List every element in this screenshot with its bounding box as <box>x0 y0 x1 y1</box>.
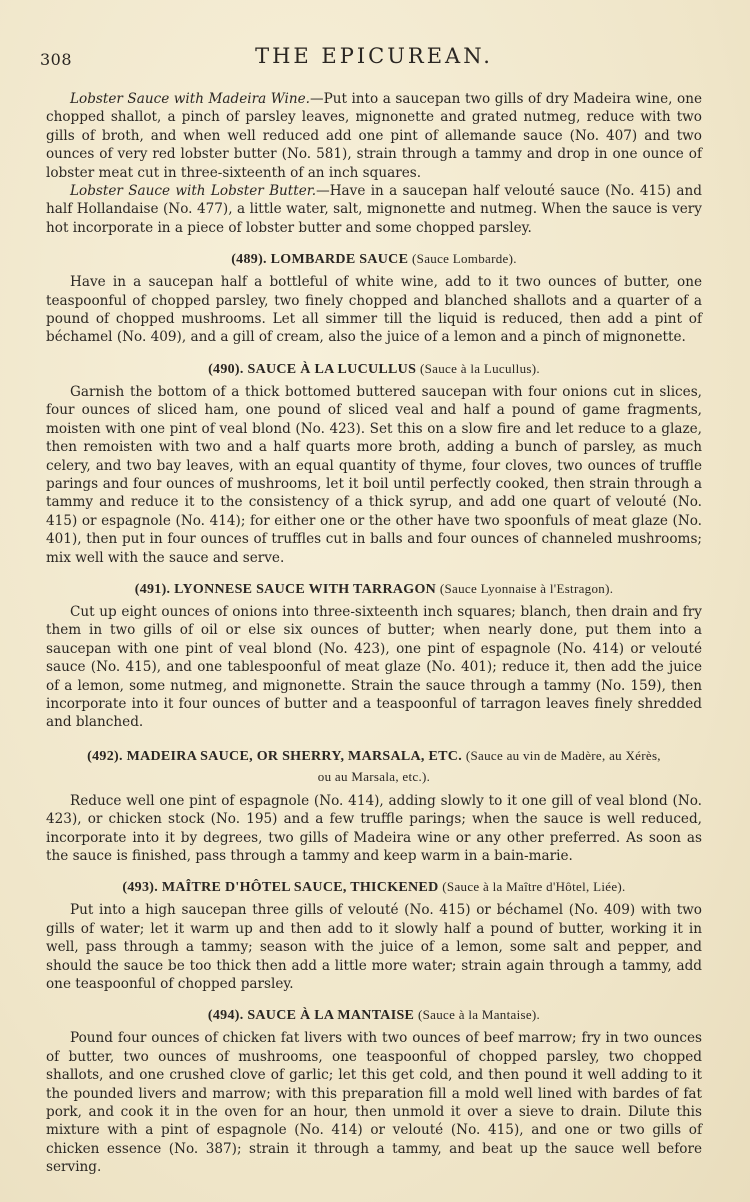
page-header <box>40 44 702 84</box>
recipe-body-490: Garnish the bottom of a thick bottomed buttered saucepan with four onions cut in slices, four ounces of sliced ham, one pound of sliced veal and half a pound of game fragments, moisten with one pint of veal blond (No. 423). Set this on a slow fire and let reduce to a glaze, then remoisten with two and a half quarts more broth, adding a bunch of parsley, as much celery, and two bay leaves, with an equal quantity of thyme, four cloves, two ounces of truffle parings and four ounces of mushrooms, let it boil until perfectly cooked, then strain through a tammy and reduce it to the consistency of a thick syrup, and add one quart of velouté (No. 415) or espagnole (No. 414); for either one or the other have two spoonfuls of meat glaze (No. 401), then put in four ounces of truffles cut in balls and four ounces of channeled mushrooms; mix well with the sauce and serve. <box>46 383 702 566</box>
sub-recipe-text: —Have in a saucepan half velouté sauce (No. 415) and half Hollandaise (No. 477), a little water, salt, mignonette and nutmeg. When the sauce is very hot incorporate in a piece of lobster butter and some chopped parsley. <box>46 183 702 236</box>
recipe-heading-text: (492). MADEIRA SAUCE, OR SHERRY, MARSALA, ETC. <box>87 748 463 764</box>
recipe-heading-493 <box>46 879 702 896</box>
recipe-heading-text: (493). MAÎTRE D'HÔTEL SAUCE, THICKENED <box>122 880 439 896</box>
intro-paragraph-lobster-butter <box>46 182 702 237</box>
recipe-body-492: Reduce well one pint of espagnole (No. 414), adding slowly to it one gill of veal blond (No. 423), or chicken stock (No. 195) and a few truffle parings; when the sauce is well reduced, incorporate into it by degrees, two gills of Madeira wine or any other preferred. As soon as the sauce is finished, pass through a tammy and keep warm in a bain-marie. <box>46 792 702 864</box>
sub-recipe-title: Lobster Sauce with Lobster Butter. <box>70 183 317 200</box>
recipe-heading-french: (Sauce Lombarde). <box>412 251 517 267</box>
recipe-body-494: Pound four ounces of chicken fat livers with two ounces of beef marrow; fry in two ounces of butter, two ounces of mushrooms, one teaspoonful of chopped parsley, two chopped shallots, and one crushed clove of garlic; let this get cold, and then pound it well adding to it the pounded livers and marrow; with this preparation fill a mold well lined with bardes of fat pork, and cook it in the oven for an hour, then unmold it over a sieve to drain. Dilute this mixture with a pint of espagnole (No. 414) or velouté (No. 415), and one or two gills of chicken essence (No. 387); strain it through a tammy, and beat up the sauce well before serving. <box>46 1030 702 1176</box>
recipe-heading-489 <box>46 251 702 268</box>
page-content <box>46 90 702 1177</box>
recipe-heading-494 <box>46 1007 702 1024</box>
recipe-body-491: Cut up eight ounces of onions into three-sixteenth inch squares; blanch, then drain and fry them in two gills of oil or else six ounces of butter; when nearly done, put them into a saucepan with one pint of veal blond (No. 423), one pint of espagnole (No. 414) or velouté sauce (No. 415), and one tablespoonful of meat glaze (No. 401); reduce it, then add the juice of a lemon, some nutmeg, and mignonette. Strain the sauce through a tammy (No. 159), then incorporate into it four ounces of butter and a teaspoonful of tarragon leaves finely shredded and blanched. <box>46 603 702 731</box>
recipe-heading-french: (Sauce à la Lucullus). <box>419 360 540 376</box>
recipe-heading-492 <box>46 746 702 787</box>
recipe-heading-french: (Sauce Lyonnaise à l'Estragon). <box>439 580 614 596</box>
sub-recipe-text: —Put into a saucepan two gills of dry Madeira wine, one chopped shallot, a pinch of parsley leaves, mignonette and grated nutmeg, reduce with two gills of broth, and when well reduced add one pint of allemande sauce (No. 407) and two ounces of very red lobster butter (No. 581), strain through a tammy and drop in one ounce of lobster meat cut in three-sixteenth of an inch squares. <box>46 91 703 181</box>
recipe-body-493: Put into a high saucepan three gills of velouté (No. 415) or béchamel (No. 409) with two gills of water; let it warm up and then add to it slowly half a pound of butter, working it in well, pass through a tammy; season with the juice of a lemon, some salt and pepper, and should the sauce be too thick then add a little more water; strain again through a tammy, add one teaspoonful of chopped parsley. <box>46 902 702 993</box>
recipe-heading-text: (491). LYONNESE SAUCE WITH TARRAGON <box>134 581 437 597</box>
page-number: 308 <box>40 50 73 69</box>
recipe-heading-text: (494). SAUCE À LA MANTAISE <box>207 1008 415 1024</box>
recipe-heading-text: (490). SAUCE À LA LUCULLUS <box>208 361 417 377</box>
recipe-heading-french-line2: ou au Marsala, etc.). <box>317 768 431 784</box>
recipe-heading-french: (Sauce à la Maître d'Hôtel, Liée). <box>442 879 626 895</box>
running-title: THE EPICUREAN. <box>255 44 493 68</box>
intro-paragraph-madeira <box>46 90 702 182</box>
recipe-heading-french: (Sauce à la Mantaise). <box>417 1007 541 1023</box>
recipe-heading-text: (489). LOMBARDE SAUCE <box>231 252 409 268</box>
recipe-heading-491 <box>46 581 702 598</box>
recipe-heading-490 <box>46 361 702 378</box>
recipe-body-489: Have in a saucepan half a bottleful of white wine, add to it two ounces of butter, one teaspoonful of chopped parsley, two finely chopped and blanched shallots and a quarter of a pound of chopped mushrooms. Let all simmer till the liquid is reduced, then add a pint of béchamel (No. 409), and a gill of cream, also the juice of a lemon and a pinch of mignonette. <box>46 274 702 346</box>
sub-recipe-title: Lobster Sauce with Madeira Wine. <box>70 91 310 107</box>
recipe-heading-french: (Sauce au vin de Madère, au Xérès, <box>465 747 661 763</box>
